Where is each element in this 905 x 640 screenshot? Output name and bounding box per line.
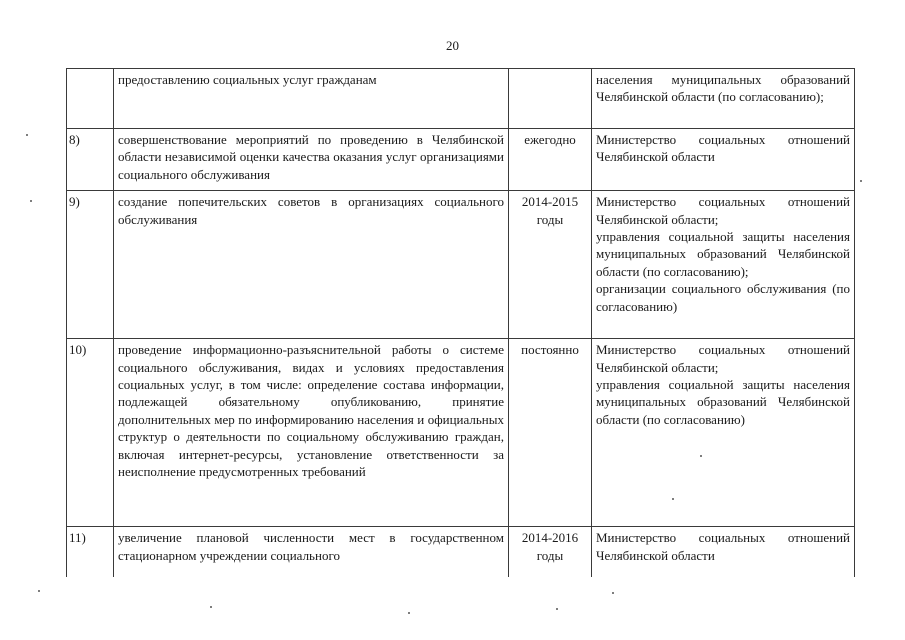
term-cell	[509, 191, 592, 339]
term-text: ежегодно	[524, 132, 576, 148]
responsible-party: Министерство социальных отношений Челябинской области	[596, 530, 850, 563]
responsible-cell	[592, 527, 855, 577]
responsible-cell	[592, 129, 855, 191]
table-row	[67, 191, 855, 339]
measures-table	[66, 68, 855, 577]
scan-speck	[38, 590, 40, 592]
responsible-party: управления социальной защиты населения муниципальных образований Челябинской области (по согласованию);	[596, 228, 850, 279]
scan-speck	[30, 200, 32, 202]
responsible-party: Министерство социальных отношений Челябинской области	[596, 132, 850, 165]
term-cell	[509, 129, 592, 191]
row-number: 10)	[67, 339, 114, 527]
table-row	[67, 527, 855, 577]
term-text: постоянно	[521, 342, 579, 358]
term-cell	[509, 339, 592, 527]
term-cell	[509, 69, 592, 129]
scan-speck	[672, 498, 674, 500]
row-number	[67, 69, 114, 129]
table-row	[67, 339, 855, 527]
scan-speck	[860, 180, 862, 182]
responsible-party: управления социальной защиты населения муниципальных образований Челябинской области (по согласованию)	[596, 377, 850, 427]
responsible-party: Министерство социальных отношений Челябинской области;	[596, 194, 850, 227]
scan-speck	[700, 455, 702, 457]
measure-text: предоставлению социальных услуг гражданам	[114, 69, 509, 129]
responsible-cell	[592, 339, 855, 527]
measure-text: создание попечительских советов в организациях социального обслуживания	[114, 191, 509, 339]
table-row	[67, 129, 855, 191]
term-text: годы	[536, 547, 564, 563]
responsible-cell	[592, 69, 855, 129]
measure-text: проведение информационно-разъяснительной работы о системе социального обслуживания, видах и условиях предоставления социальных услуг, в том числе: определение состава информации, подлежащей обязательному опубликованию, принятие дополнительных мер по информированию населения и официальных структур о деятельности по социальному обслуживанию граждан, включая интернет-ресурсы, установление ответственности за неисполнение предусмотренных требований	[114, 339, 509, 527]
responsible-party: Министерство социальных отношений Челябинской области;	[596, 342, 850, 375]
scan-speck	[26, 134, 28, 136]
scan-speck	[612, 592, 614, 594]
measure-text: совершенствование мероприятий по проведению в Челябинской области независимой оценки качества оказания услуг организациями социального обслуживания	[114, 129, 509, 191]
row-number: 9)	[67, 191, 114, 339]
term-text: 2014-2015	[521, 194, 579, 210]
term-cell	[509, 527, 592, 577]
term-text: годы	[536, 211, 564, 227]
responsible-party: организации социального обслуживания (по согласованию)	[596, 281, 850, 314]
table-row	[67, 69, 855, 129]
scan-speck	[210, 606, 212, 608]
page-number: 20	[446, 38, 459, 53]
scan-speck	[408, 612, 410, 614]
responsible-party: населения муниципальных образований Челябинской области (по согласованию);	[596, 72, 850, 105]
scan-speck	[556, 608, 558, 610]
row-number: 11)	[67, 527, 114, 577]
row-number: 8)	[67, 129, 114, 191]
responsible-cell	[592, 191, 855, 339]
measure-text: увеличение плановой численности мест в государственном стационарном учреждении социального	[114, 527, 509, 577]
term-text: 2014-2016	[521, 530, 579, 546]
